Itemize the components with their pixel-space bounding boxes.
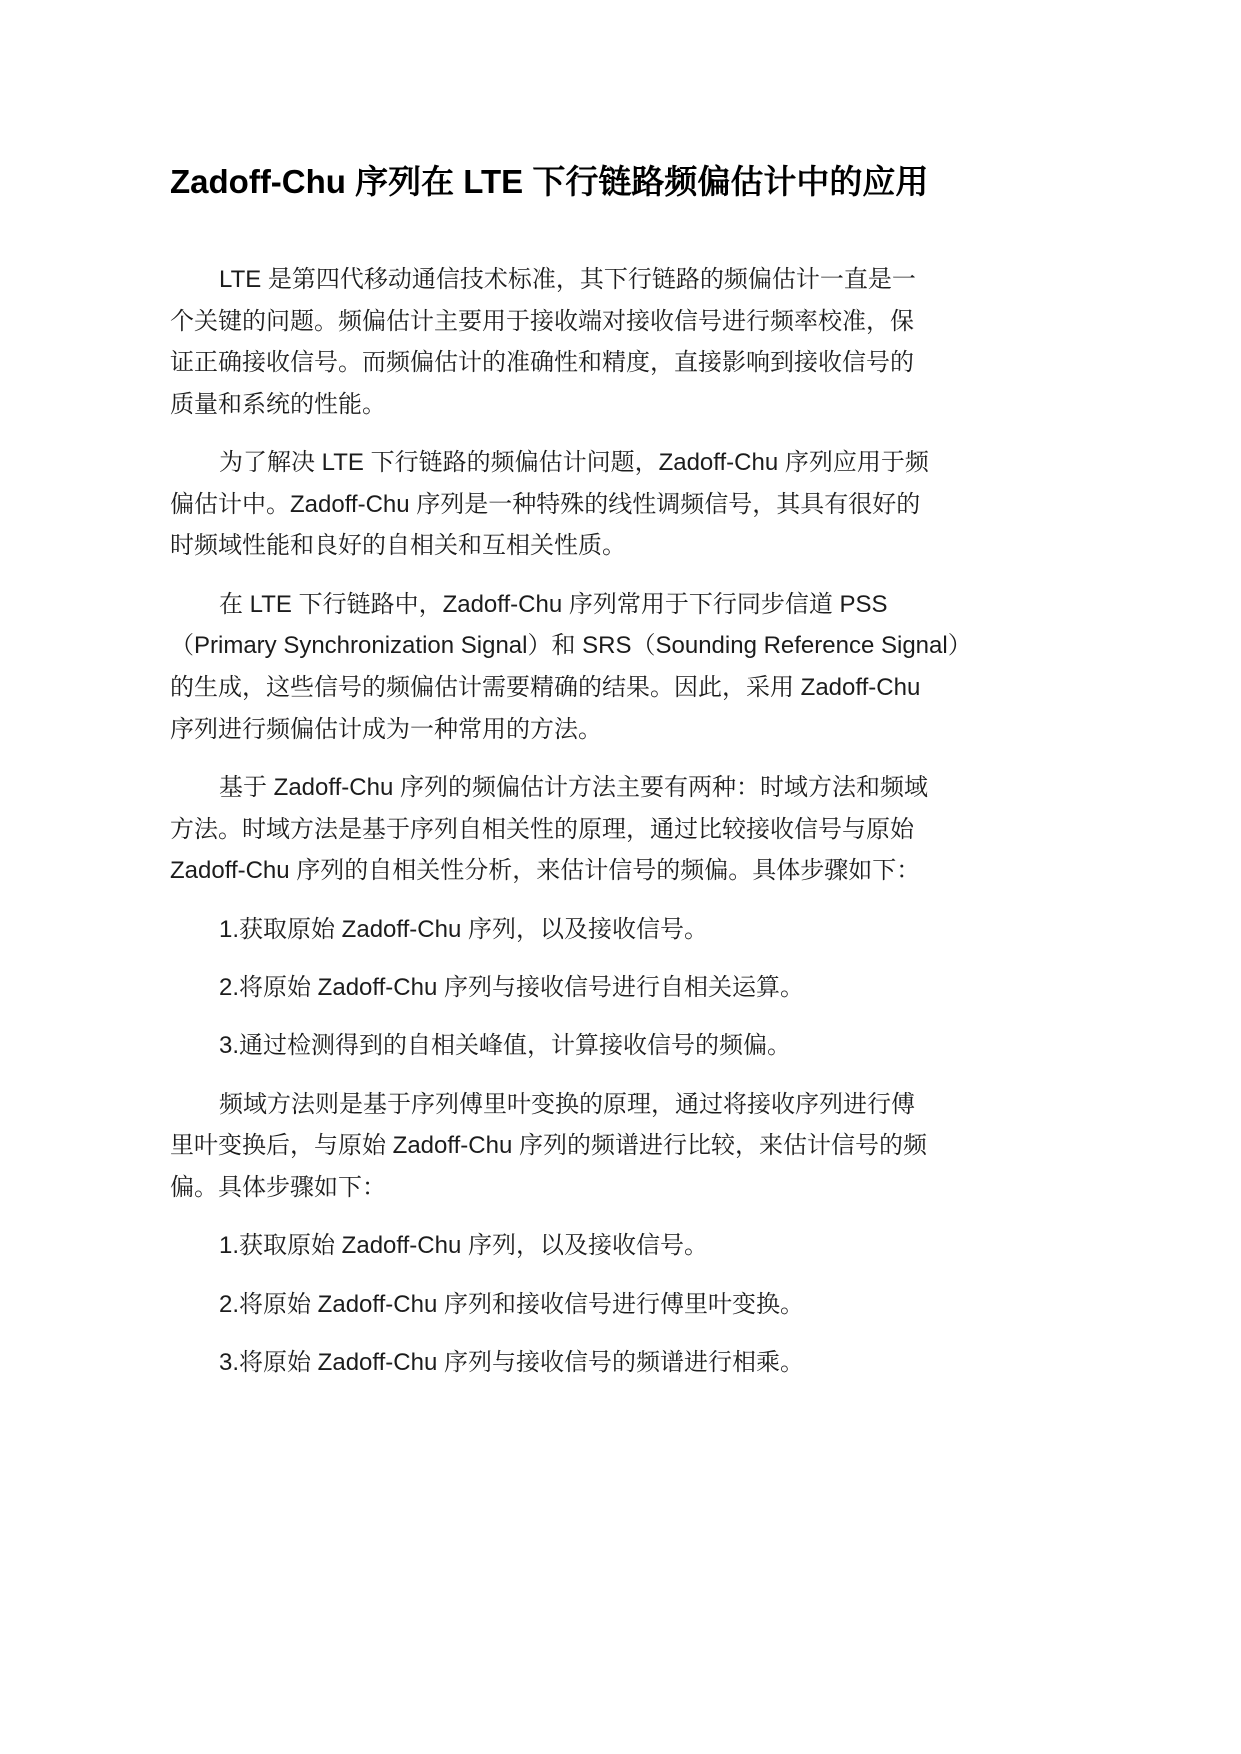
- paragraph-line: 偏。具体步骤如下：: [170, 1173, 386, 1201]
- paragraph: [170, 259, 1241, 425]
- paragraph-line: 序列进行频偏估计成为一种常用的方法。: [170, 715, 602, 743]
- paragraph-line: 基于 Zadoff-Chu 序列的频偏估计方法主要有两种：时域方法和频域: [219, 773, 928, 801]
- list-item-text: 1.获取原始 Zadoff-Chu 序列，以及接收信号。: [219, 1232, 708, 1260]
- paragraph: [170, 584, 1241, 750]
- list-item-text: 1.获取原始 Zadoff-Chu 序列，以及接收信号。: [219, 915, 708, 943]
- list-item: [170, 1342, 1241, 1384]
- paragraph: [170, 1084, 1241, 1209]
- paragraph-line: 质量和系统的性能。: [170, 390, 386, 418]
- list-item-text: 3.通过检测得到的自相关峰值，计算接收信号的频偏。: [219, 1032, 792, 1060]
- document-title: Zadoff-Chu 序列在 LTE 下行链路频偏估计中的应用: [170, 163, 929, 200]
- paragraph-line: 个关键的问题。频偏估计主要用于接收端对接收信号进行频率校准，保: [170, 307, 914, 335]
- list-item-text: 2.将原始 Zadoff-Chu 序列和接收信号进行傅里叶变换。: [219, 1290, 804, 1318]
- paragraph-line: LTE 是第四代移动通信技术标准，其下行链路的频偏估计一直是一: [219, 266, 916, 293]
- paragraph: [170, 767, 1241, 892]
- list-item: [170, 967, 1241, 1009]
- paragraph-line: 方法。时域方法是基于序列自相关性的原理，通过比较接收信号与原始: [170, 815, 914, 843]
- paragraph-line: 里叶变换后，与原始 Zadoff-Chu 序列的频谱进行比较，来估计信号的频: [170, 1132, 927, 1160]
- list-item-text: 2.将原始 Zadoff-Chu 序列与接收信号进行自相关运算。: [219, 973, 804, 1001]
- paragraph-line: 在 LTE 下行链路中，Zadoff-Chu 序列常用于下行同步信道 PSS: [219, 590, 888, 618]
- list-item: [170, 1284, 1241, 1326]
- paragraph: [170, 442, 1241, 567]
- paragraph-line: 为了解决 LTE 下行链路的频偏估计问题，Zadoff-Chu 序列应用于频: [219, 449, 929, 477]
- paragraph-line: 证正确接收信号。而频偏估计的准确性和精度，直接影响到接收信号的: [170, 349, 914, 377]
- paragraph-line: 时频域性能和良好的自相关和互相关性质。: [170, 532, 626, 560]
- paragraph-line: Zadoff-Chu 序列的自相关性分析，来估计信号的频偏。具体步骤如下：: [170, 857, 921, 885]
- list-item: [170, 1025, 1241, 1067]
- list-item: [170, 909, 1241, 951]
- list-item-text: 3.将原始 Zadoff-Chu 序列与接收信号的频谱进行相乘。: [219, 1349, 804, 1377]
- list-item: [170, 1225, 1241, 1267]
- paragraph-line: （Primary Synchronization Signal）和 SRS（Sounding Reference Signal）: [170, 632, 972, 660]
- paragraph-line: 的生成，这些信号的频偏估计需要精确的结果。因此，采用 Zadoff-Chu: [170, 673, 921, 701]
- paragraph-line: 偏估计中。Zadoff-Chu 序列是一种特殊的线性调频信号，其具有很好的: [170, 490, 921, 518]
- paragraph-line: 频域方法则是基于序列傅里叶变换的原理，通过将接收序列进行傅: [219, 1090, 915, 1118]
